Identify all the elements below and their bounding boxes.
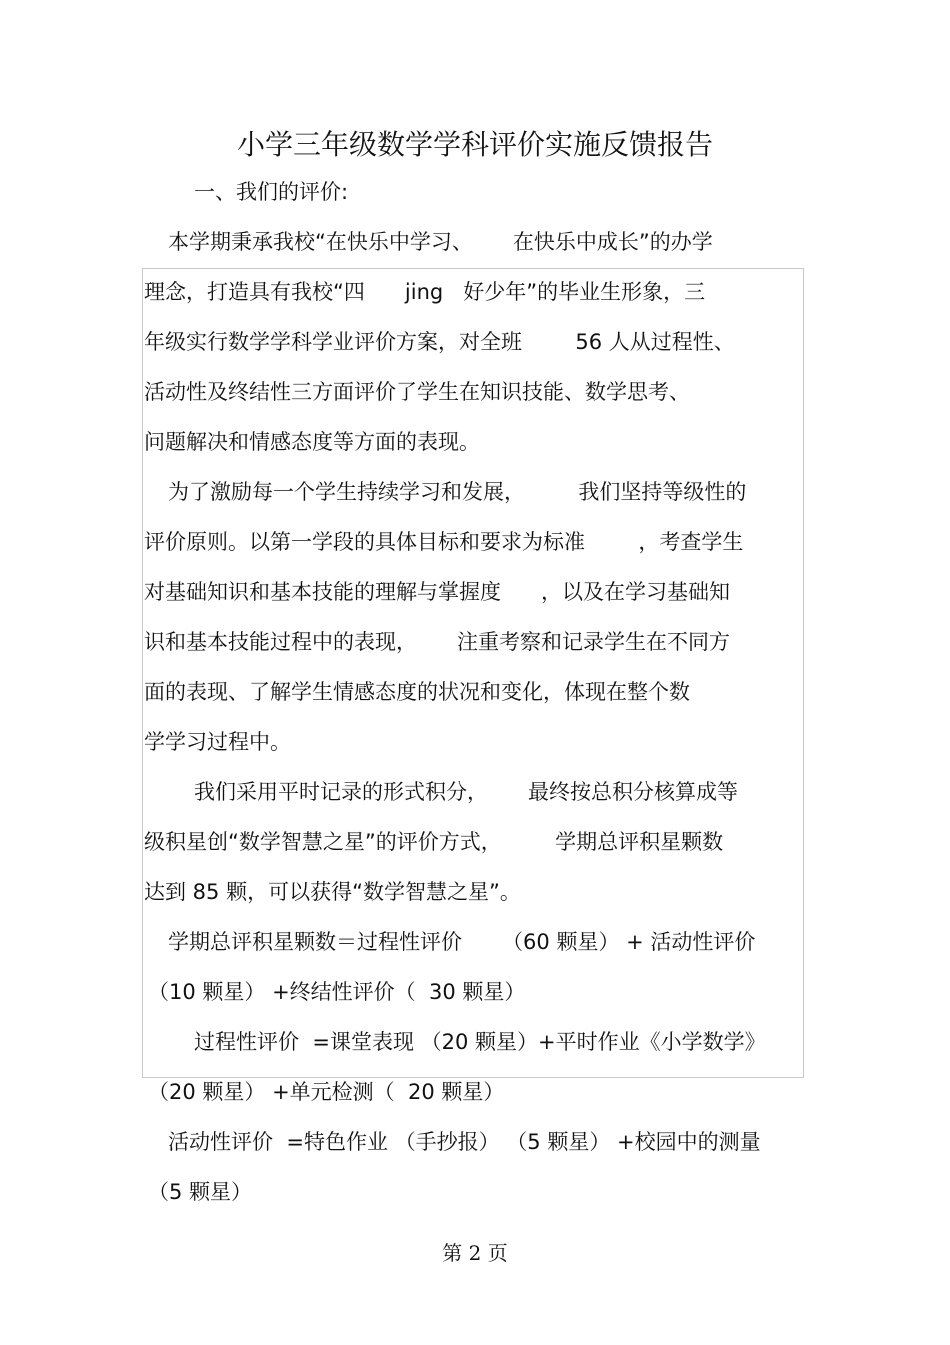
paragraph-line: 级积星创“数学智慧之星”的评价方式， 学期总评积星颗数 (144, 830, 724, 854)
document-title: 小学三年级数学学科评价实施反馈报告 (236, 128, 713, 161)
page-number: 第 2 页 (442, 1241, 508, 1265)
paragraph-line: 学期总评积星颗数＝过程性评价 （60 颗星） + 活动性评价 (168, 930, 756, 954)
paragraph-line: 为了激励每一个学生持续学习和发展， 我们坚持等级性的 (168, 480, 747, 504)
paragraph-line: 理念，打造具有我校“四 jing 好少年”的毕业生形象，三 (144, 280, 706, 304)
paragraph-line: 达到 85 颗，可以获得“数学智慧之星”。 (144, 880, 521, 904)
paragraph-line: 过程性评价 =课堂表现 （20 颗星）+平时作业《小学数学》 (194, 1030, 766, 1054)
paragraph-line: 评价原则。以第一学段的具体目标和要求为标准 ，考查学生 (144, 530, 744, 554)
paragraph-line: 本学期秉承我校“在快乐中学习、 在快乐中成长”的办学 (168, 230, 713, 254)
paragraph-line: 学学习过程中。 (144, 730, 291, 754)
paragraph-line: 对基础知识和基本技能的理解与掌握度 ，以及在学习基础知 (144, 580, 731, 604)
paragraph-line: （10 颗星） +终结性评价（ 30 颗星） (148, 980, 526, 1004)
paragraph-line: （5 颗星） (148, 1180, 253, 1204)
paragraph-line: 活动性及终结性三方面评价了学生在知识技能、数学思考、 (144, 380, 690, 404)
paragraph-line: （20 颗星） +单元检测（ 20 颗星） (148, 1080, 505, 1104)
paragraph-line: 我们采用平时记录的形式积分， 最终按总积分核算成等 (194, 780, 739, 804)
paragraph-line: 面的表现、了解学生情感态度的状况和变化，体现在整个数 (144, 680, 690, 704)
paragraph-line: 识和基本技能过程中的表现， 注重考察和记录学生在不同方 (144, 630, 731, 654)
paragraph-line: 问题解决和情感态度等方面的表现。 (144, 430, 480, 454)
paragraph-line: 年级实行数学学科学业评价方案，对全班 56 人从过程性、 (144, 330, 735, 354)
section-heading: 一、我们的评价: (194, 180, 349, 204)
paragraph-line: 活动性评价 =特色作业 （手抄报） （5 颗星） +校园中的测量 (168, 1130, 761, 1154)
